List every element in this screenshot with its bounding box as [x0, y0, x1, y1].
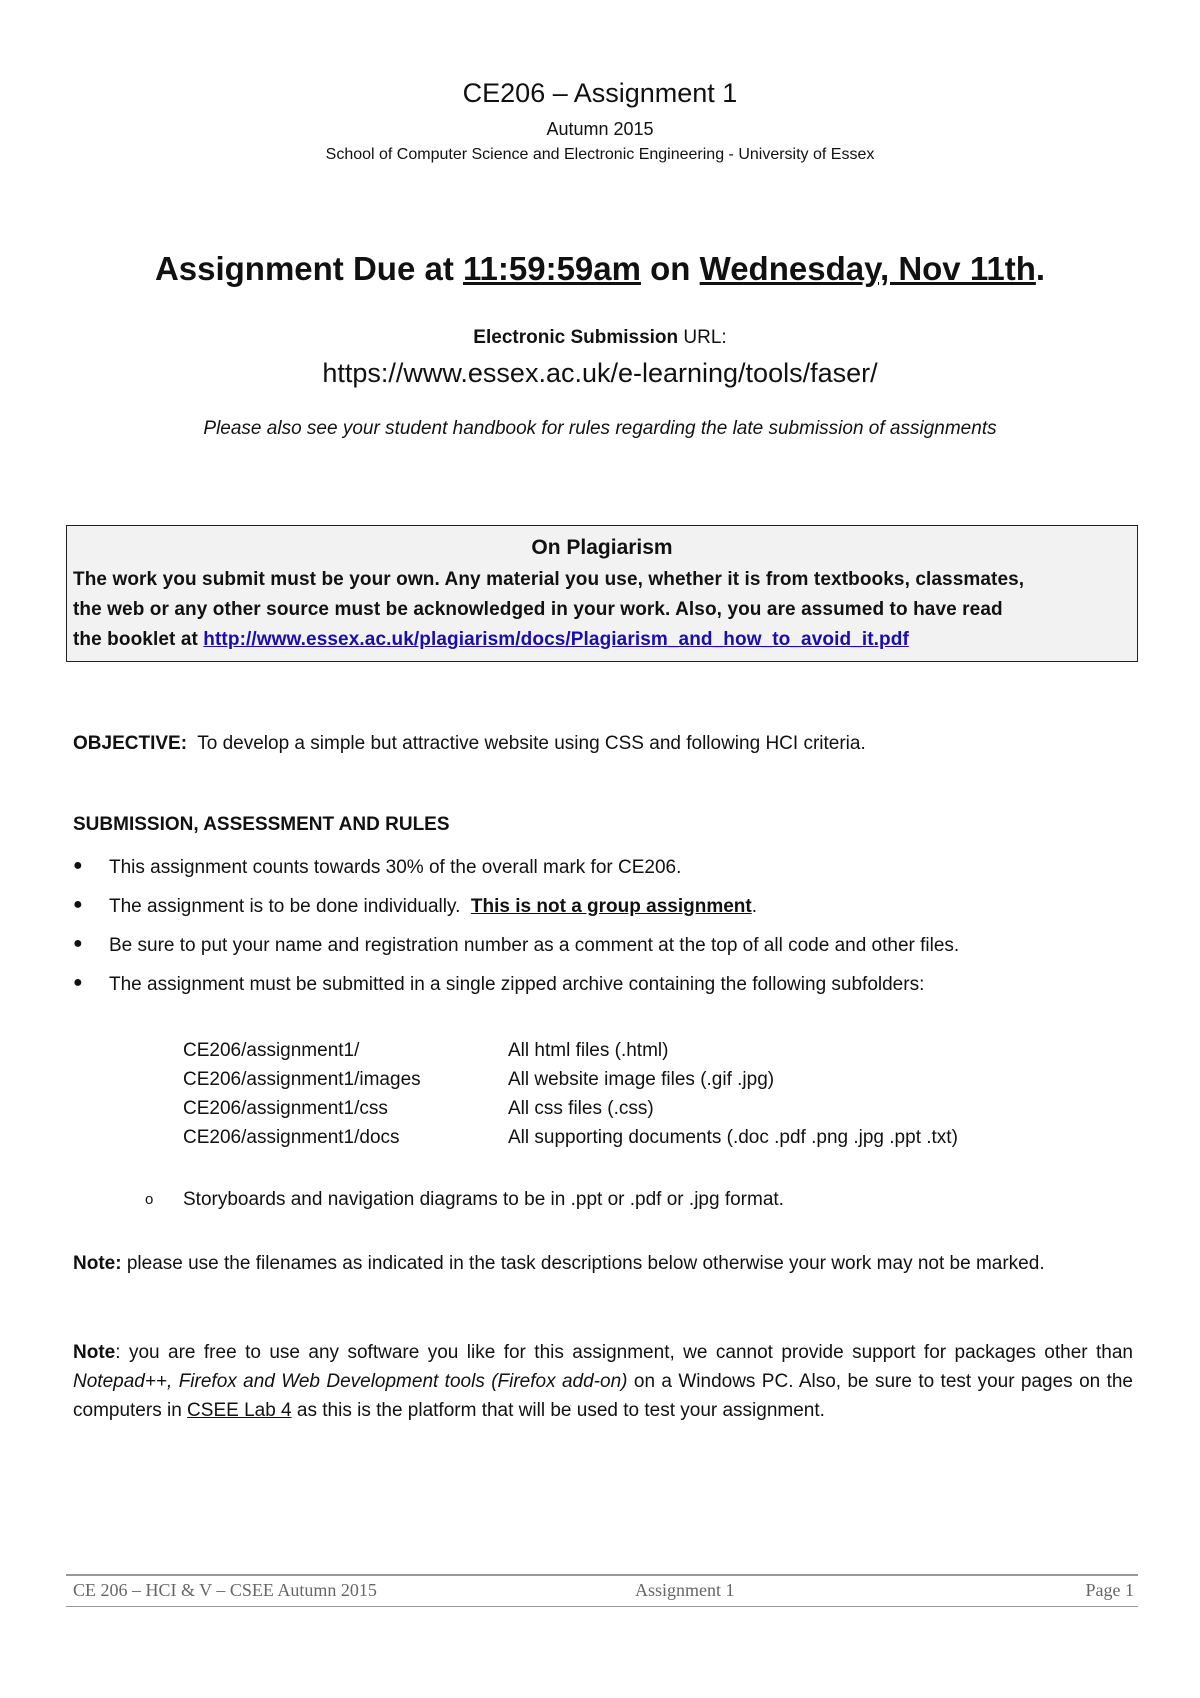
objective — [73, 733, 866, 755]
plagiarism-line-3 — [73, 629, 909, 651]
bullet-icon: ● — [73, 857, 83, 874]
sub-list-item-text: Storyboards and navigation diagrams to be in .ppt or .pdf or .jpg format. — [183, 1189, 784, 1210]
bullet-icon: ● — [73, 974, 83, 991]
footer-page-number: Page 1 — [1085, 1580, 1134, 1600]
note-text-c: as this is the platform that will be used to test your assignment. — [291, 1400, 825, 1421]
footer-bottom-divider — [66, 1606, 1138, 1607]
folder-path: CE206/assignment1/docs — [183, 1127, 400, 1148]
document-term: Autumn 2015 — [546, 119, 654, 139]
plagiarism-line-3-prefix: the booklet at — [73, 629, 204, 650]
plagiarism-line-1: The work you submit must be your own. Any material you use, whether it is from textbooks, classmates, — [73, 569, 1025, 590]
bullet-icon: ● — [73, 896, 83, 913]
list-item-text — [109, 896, 757, 918]
note-text-a: : you are free to use any software you like for this assignment, we cannot provide support for packages other than — [115, 1342, 1133, 1363]
due-date-heading — [0, 250, 1200, 288]
school-name: School of Computer Science and Electronic Engineering - University of Essex — [325, 146, 875, 163]
folder-path: CE206/assignment1/ — [183, 1040, 360, 1061]
hollow-bullet-icon: o — [145, 1191, 154, 1208]
folder-desc: All html files (.html) — [508, 1040, 669, 1061]
note-label: Note: — [73, 1253, 122, 1274]
late-submission-note: Please also see your student handbook for rules regarding the late submission of assignments — [203, 418, 997, 439]
submission-url[interactable]: https://www.essex.ac.uk/e-learning/tools/faser/ — [322, 358, 878, 388]
note-label: Note — [73, 1342, 116, 1363]
due-middle: on — [640, 250, 700, 287]
due-time: 11:59:59am — [463, 250, 641, 287]
submission-label — [0, 327, 1200, 349]
list-item-text: The assignment must be submitted in a single zipped archive containing the following subfolders: — [109, 974, 925, 995]
plagiarism-title: On Plagiarism — [531, 536, 673, 559]
list-item-text-end: . — [751, 896, 758, 917]
list-item-text: This assignment counts towards 30% of the overall mark for CE206. — [109, 857, 682, 878]
folder-desc: All css files (.css) — [508, 1098, 654, 1119]
folder-path: CE206/assignment1/images — [183, 1069, 421, 1090]
list-item-text-plain: The assignment is to be done individually. — [109, 896, 471, 917]
note-text-b: on a Windows PC. Also, be sure to test your pages on the computers in — [73, 1371, 1134, 1421]
document-title: CE206 – Assignment 1 — [462, 78, 738, 108]
plagiarism-box — [66, 525, 1138, 662]
footer-course: CE 206 – HCI & V – CSEE Autumn 2015 — [73, 1580, 377, 1600]
footer-divider — [66, 1574, 1138, 1576]
rules-heading: SUBMISSION, ASSESSMENT AND RULES — [73, 814, 450, 835]
footer-assignment: Assignment 1 — [635, 1580, 735, 1600]
lab-name: CSEE Lab 4 — [187, 1400, 292, 1421]
plagiarism-line-2: the web or any other source must be acknowledged in your work. Also, you are assumed to have read — [73, 599, 1003, 620]
not-group-emphasis: This is not a group assignment — [470, 896, 752, 917]
plagiarism-booklet-link[interactable]: http://www.essex.ac.uk/plagiarism/docs/Plagiarism_and_how_to_avoid_it.pdf — [203, 629, 909, 650]
submission-label-bold: Electronic Submission — [473, 327, 679, 348]
list-item-text: Be sure to put your name and registration number as a comment at the top of all code and other files. — [109, 935, 960, 956]
software-list: Notepad++, Firefox and Web Development tools (Firefox add-on) — [73, 1371, 628, 1392]
filenames-note — [73, 1249, 1133, 1278]
objective-text: To develop a simple but attractive website using CSS and following HCI criteria. — [187, 733, 866, 754]
due-suffix: . — [1035, 250, 1046, 287]
software-note — [73, 1338, 1133, 1425]
objective-label: OBJECTIVE: — [73, 733, 188, 754]
due-date: Wednesday, Nov 11th — [699, 250, 1036, 287]
bullet-icon: ● — [73, 935, 83, 952]
due-prefix: Assignment Due at — [154, 250, 463, 287]
folder-desc: All website image files (.gif .jpg) — [508, 1069, 775, 1090]
note-text: please use the filenames as indicated in the task descriptions below otherwise your work may not be marked. — [121, 1253, 1045, 1274]
folder-desc: All supporting documents (.doc .pdf .png .jpg .ppt .txt) — [508, 1127, 958, 1148]
folder-path: CE206/assignment1/css — [183, 1098, 388, 1119]
submission-label-rest: URL: — [678, 327, 727, 348]
